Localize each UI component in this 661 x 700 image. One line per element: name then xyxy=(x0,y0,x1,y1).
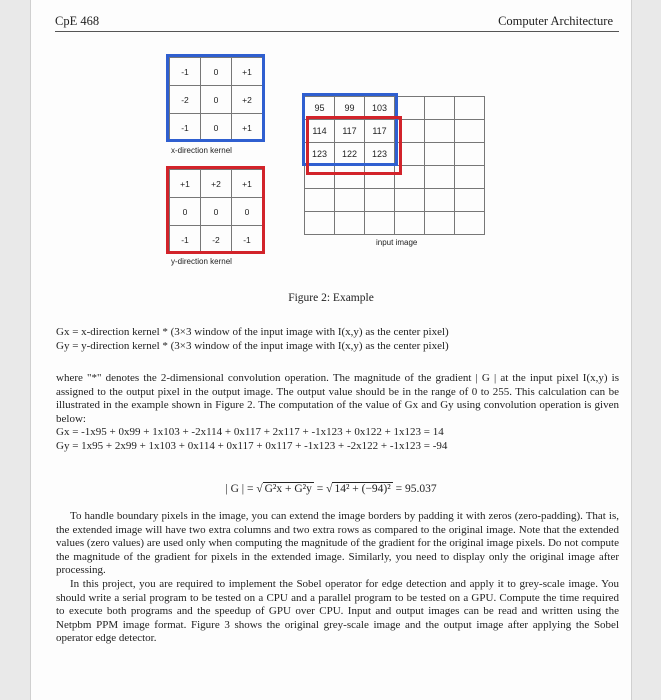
pixel-cell: 117 xyxy=(365,120,395,143)
kernel-cell: 0 xyxy=(201,114,232,142)
table-row xyxy=(170,198,263,226)
table-row xyxy=(170,170,263,198)
table-row xyxy=(305,143,485,166)
sqrt-icon: √ xyxy=(256,483,263,495)
table-row xyxy=(170,114,263,142)
pixel-cell xyxy=(425,97,455,120)
kernel-cell: -1 xyxy=(170,226,201,254)
table-row xyxy=(170,86,263,114)
header-course: CpE 468 xyxy=(55,14,100,28)
pixel-cell xyxy=(395,166,425,189)
x-kernel-label: x-direction kernel xyxy=(171,146,232,155)
body-text xyxy=(56,510,619,646)
formula-lhs: | G | = xyxy=(225,483,254,495)
pixel-cell xyxy=(455,212,485,235)
pixel-cell: 114 xyxy=(305,120,335,143)
pixel-cell xyxy=(395,212,425,235)
kernel-cell: 0 xyxy=(232,198,263,226)
input-image-label: input image xyxy=(376,238,418,247)
kernel-cell: -1 xyxy=(232,226,263,254)
pixel-cell: 122 xyxy=(335,143,365,166)
header-rule xyxy=(55,31,619,32)
gx-calculation: Gx = -1x95 + 0x99 + 1x103 + -2x114 + 0x117 + 2x117 + -1x123 + 0x122 + 1x123 = 14 xyxy=(56,426,444,439)
kernel-cell: -1 xyxy=(170,114,201,142)
table-row xyxy=(170,58,263,86)
pixel-cell xyxy=(305,189,335,212)
magnitude-formula xyxy=(31,482,631,495)
kernel-cell: 0 xyxy=(201,198,232,226)
table-row xyxy=(170,226,263,254)
kernel-cell: -1 xyxy=(170,58,201,86)
figure-caption: Figure 2: Example xyxy=(288,292,374,304)
formula-result: = 95.037 xyxy=(395,483,437,495)
pixel-cell: 117 xyxy=(335,120,365,143)
kernel-cell: +1 xyxy=(232,114,263,142)
kernel-cell: 0 xyxy=(201,86,232,114)
pixel-cell xyxy=(365,166,395,189)
pixel-cell xyxy=(395,120,425,143)
kernel-cell: -2 xyxy=(170,86,201,114)
pixel-cell xyxy=(455,120,485,143)
pixel-cell xyxy=(335,212,365,235)
pixel-cell xyxy=(335,189,365,212)
kernel-cell: +1 xyxy=(232,170,263,198)
paragraph-3: In this project, you are required to implement the Sobel operator for edge detection and apply it to grey-scale image. You should write a serial program to be tested on a CPU and a parallel program to be tested on a GPU. Compute the time required to execute both programs and the speedup of GPU over CPU. Input and output images can be read and written using the Netpbm PPM image format. Figure 3 shows the original grey-scale image and the output image after applying the Sobel operator edge detector. xyxy=(56,577,619,645)
pixel-cell: 123 xyxy=(365,143,395,166)
pixel-cell xyxy=(425,143,455,166)
pixel-cell: 123 xyxy=(305,143,335,166)
formula-mid: G²x + G²y xyxy=(264,483,312,495)
paragraph-1: where "*" denotes the 2-dimensional convolution operation. The magnitude of the gradient | G | at the input pixel I(x,y) is assigned to the output pixel in the output image. The output value should be in the range of 0 to 255. This calculation can be illustrated in the example shown in Figure 2. The computation of the value of Gx and Gy using convolution operation is given below: xyxy=(56,372,619,425)
pixel-cell: 99 xyxy=(335,97,365,120)
header-title: Computer Architecture xyxy=(498,14,613,28)
sqrt-icon: √ xyxy=(326,483,333,495)
pixel-cell xyxy=(365,212,395,235)
pixel-cell xyxy=(455,166,485,189)
formula-eq: = xyxy=(316,483,324,495)
table-row xyxy=(305,212,485,235)
pixel-cell xyxy=(425,212,455,235)
kernel-cell: +1 xyxy=(170,170,201,198)
pixel-cell xyxy=(455,97,485,120)
gy-calculation: Gy = 1x95 + 2x99 + 1x103 + 0x114 + 0x117 + 0x117 + -1x123 + -2x122 + -1x123 = -94 xyxy=(56,439,448,452)
pixel-cell xyxy=(455,143,485,166)
pixel-cell: 103 xyxy=(365,97,395,120)
pixel-cell xyxy=(365,189,395,212)
pixel-cell xyxy=(395,143,425,166)
pixel-cell xyxy=(305,212,335,235)
kernel-cell: +1 xyxy=(232,58,263,86)
pixel-cell xyxy=(455,189,485,212)
pixel-cell xyxy=(395,97,425,120)
kernel-cell: 0 xyxy=(170,198,201,226)
pixel-cell xyxy=(425,120,455,143)
x-kernel-grid xyxy=(169,57,263,142)
pixel-cell xyxy=(335,166,365,189)
kernel-cell: -2 xyxy=(201,226,232,254)
pixel-cell xyxy=(425,166,455,189)
kernel-cell: 0 xyxy=(201,58,232,86)
input-image-grid xyxy=(304,96,485,235)
pixel-cell: 95 xyxy=(305,97,335,120)
table-row xyxy=(305,120,485,143)
pixel-cell xyxy=(395,189,425,212)
gy-definition: Gy = y-direction kernel * (3×3 window of the input image with I(x,y) as the center pixel) xyxy=(56,339,449,352)
kernel-cell: +2 xyxy=(201,170,232,198)
y-kernel-grid xyxy=(169,169,263,254)
pixel-cell xyxy=(425,189,455,212)
y-kernel-label: y-direction kernel xyxy=(171,257,232,266)
table-row xyxy=(305,189,485,212)
document-page xyxy=(30,0,632,700)
formula-rhs: 14² + (−94)² xyxy=(334,483,391,495)
paragraph-2: To handle boundary pixels in the image, you can extend the image borders by padding it with zeros (zero-padding). That is, the extended image will have two extra columns and two extra rows as compared to the original image. Note that the extended values (zero values) are used only when computing the magnitude of the gradient for the original image pixels. Do not compute the magnitude of the gradient for pixels in the extended image. Similarly, you need to display only the original image after processing. xyxy=(56,510,619,577)
table-row xyxy=(305,97,485,120)
explanation-block xyxy=(56,372,619,454)
definitions xyxy=(56,326,619,353)
kernel-cell: +2 xyxy=(232,86,263,114)
table-row xyxy=(305,166,485,189)
pixel-cell xyxy=(305,166,335,189)
gx-definition: Gx = x-direction kernel * (3×3 window of the input image with I(x,y) as the center pixel) xyxy=(56,326,449,338)
